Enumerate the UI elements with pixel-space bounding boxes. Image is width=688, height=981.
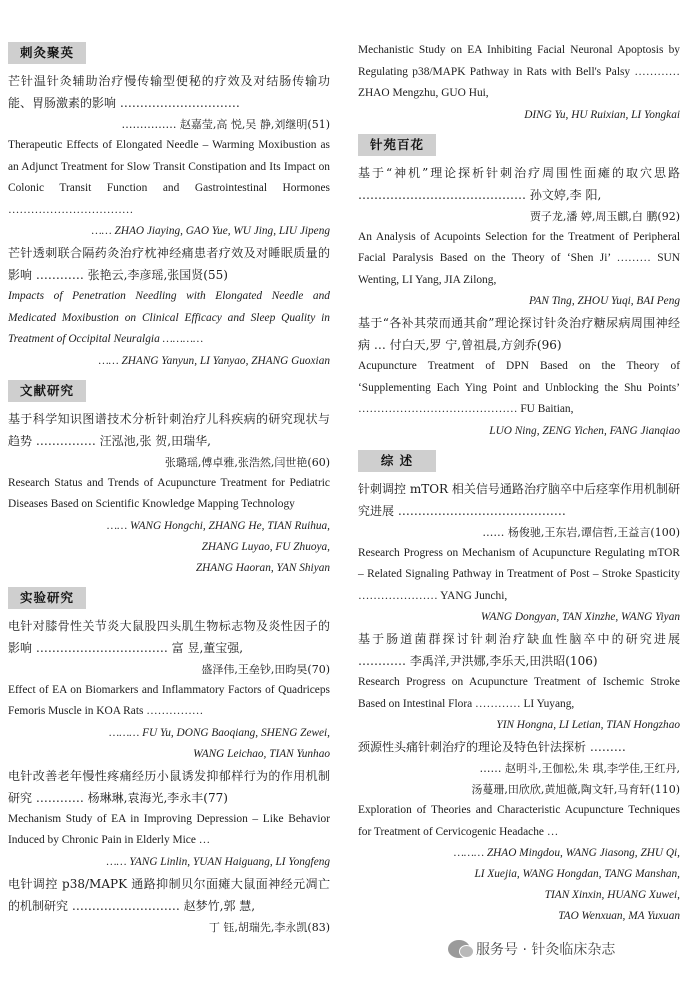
- right-column: [358, 40, 680, 927]
- article-entry[interactable]: [8, 408, 330, 579]
- article-entry[interactable]: [358, 40, 680, 126]
- article-title-en[interactable]: Research Status and Trends of Acupuncture Treatment for Pediatric Diseases Based on Scientific Knowledge Mapping Technology: [8, 476, 330, 510]
- article-authors-cn: 丁 钰,胡瑞先,李永凯(83): [208, 920, 330, 934]
- article-title-cn[interactable]: 颈源性头痛针刺治疗的理论及特色针法探析 ………: [358, 740, 626, 754]
- article-title-en[interactable]: Acupuncture Treatment of DPN Based on the Theory of ‘Supplementing Each Ying Point and Unblocking the Shu Points’ …………………………………… FU Baitian,: [358, 360, 680, 415]
- article-title-en[interactable]: Mechanism Study of EA in Improving Depression – Like Behavior Induced by Chronic Pain in Elderly Mice …: [8, 812, 330, 846]
- article-title-cn[interactable]: 基于科学知识图谱技术分析针刺治疗儿科疾病的研究现状与趋势 …………… 汪泓池,张 贺,田瑞华,: [8, 411, 330, 448]
- wechat-icon: [448, 940, 470, 958]
- article-authors-en: …… WANG Hongchi, ZHANG He, TIAN Ruihua,: [107, 519, 330, 532]
- article-entry[interactable]: [358, 312, 680, 442]
- article-title-en[interactable]: Research Progress on Mechanism of Acupuncture Regulating mTOR – Related Signaling Pathway in Treatment of Post – Stroke Spasticity ………………… YANG Junchi,: [358, 546, 680, 602]
- article-title-en[interactable]: Effect of EA on Biomarkers and Inflammatory Factors of Quadriceps Femoris Muscle in KOA Rats ……………: [8, 683, 330, 717]
- article-authors-en: DING Yu, HU Ruixian, LI Yongkai: [524, 108, 680, 121]
- article-entry[interactable]: [8, 615, 330, 765]
- left-column: [8, 34, 330, 938]
- article-authors-cn: …… 赵明斗,王伽松,朱 琪,李学佳,王红丹,: [479, 762, 680, 775]
- article-authors-cn: 贾子龙,潘 婷,周玉麒,白 鹏(92): [529, 209, 680, 223]
- article-entry[interactable]: [358, 736, 680, 927]
- article-authors-en: ZHANG Haoran, YAN Shiyan: [195, 561, 330, 574]
- article-authors-en: …… YANG Linlin, YUAN Haiguang, LI Yongfeng: [106, 855, 330, 868]
- article-title-en[interactable]: Impacts of Penetration Needling with Elongated Needle and Medicated Moxibustion on Clinical Efficacy and Sleep Quality in Treatment of Occipital Neuralgia …………: [8, 290, 330, 345]
- article-authors-en: LI Xuejia, WANG Hongdan, TANG Manshan,: [474, 868, 680, 880]
- article-authors-en: WANG Leichao, TIAN Yunhao: [193, 747, 330, 760]
- watermark-text: 服务号 · 针灸临床杂志: [476, 942, 616, 958]
- article-authors-cn: …………… 赵嘉莹,高 悦,吴 静,刘继明(51): [121, 118, 330, 131]
- article-title-cn[interactable]: 基于“神机”理论探析针刺治疗周围性面瘫的取穴思路 …………………………………… 孙文婷,李 阳,: [358, 165, 680, 202]
- article-title-cn[interactable]: 基于“各补其荥而通其俞”理论探讨针灸治疗糖尿病周围神经病 … 付白天,罗 宁,曾祖晨,方剑乔(96): [358, 316, 680, 352]
- article-entry[interactable]: [358, 162, 680, 313]
- article-title-cn[interactable]: 芒针温针灸辅助治疗慢传输型便秘的疗效及对结肠传输功能、胃肠激素的影响 …………………………: [8, 74, 330, 110]
- article-title-en[interactable]: Research Progress on Acupuncture Treatment of Ischemic Stroke Based on Intestinal Flora ………… LI Yuyang,: [358, 676, 680, 710]
- article-title-cn[interactable]: 基于肠道菌群探讨针刺治疗缺血性脑卒中的研究进展 ………… 李禹洋,尹洪娜,李乐天,田洪昭(106): [358, 632, 680, 668]
- section-title-literature: 文献研究: [8, 380, 86, 402]
- article-title-en[interactable]: An Analysis of Acupoints Selection for the Treatment of Peripheral Facial Paralysis Based on the Theory of ‘Shen Ji’ ……… SUN Wenting, LI Yang, JIA Zilong,: [358, 230, 680, 286]
- article-title-en[interactable]: Therapeutic Effects of Elongated Needle – Warming Moxibustion as an Adjunct Treatment for Slow Transit Constipation and Its Impact on Colonic Transit Function and Gastrointestinal Hormones ……………………………: [8, 139, 330, 216]
- article-title-cn[interactable]: 针刺调控 mTOR 相关信号通路治疗脑卒中后痉挛作用机制研究进展 ……………………………………: [358, 481, 680, 518]
- article-title-en[interactable]: Exploration of Theories and Characteristic Acupuncture Techniques for Treatment of Cervicogenic Headache …: [358, 804, 680, 838]
- article-authors-en: WANG Dongyan, TAN Xinzhe, WANG Yiyan: [480, 611, 680, 623]
- article-title-cn[interactable]: 芒针透刺联合隔药灸治疗枕神经痛患者疗效及对睡眠质量的影响 ………… 张艳云,李彦瑶,张国贤(55): [8, 246, 330, 282]
- watermark: [448, 936, 684, 962]
- article-authors-en: TIAN Xinxin, HUANG Xuwei,: [544, 889, 680, 901]
- article-authors-cn: 张璐瑶,傅卓雅,张浩然,闫世艳(60): [164, 455, 330, 469]
- section-title-feature: 刺灸聚英: [8, 42, 86, 64]
- section-title-experimental: 实验研究: [8, 587, 86, 609]
- article-authors-en: ……… ZHAO Mingdou, WANG Jiasong, ZHU Qi,: [453, 847, 680, 859]
- article-title-cn[interactable]: 电针对膝骨性关节炎大鼠股四头肌生物标志物及炎性因子的影响 …………………………… 富 昱,董宝强,: [8, 618, 330, 655]
- article-authors-en: LUO Ning, ZENG Yichen, FANG Jianqiao: [489, 424, 680, 437]
- article-authors-en: YIN Hongna, LI Letian, TIAN Hongzhao: [496, 719, 680, 731]
- article-authors-en: …… ZHANG Yanyun, LI Yanyao, ZHANG Guoxian: [98, 354, 330, 367]
- article-authors-en: TAO Wenxuan, MA Yuxuan: [558, 910, 680, 922]
- section-title-clinical-notes: 针苑百花: [358, 134, 436, 156]
- article-authors-en: PAN Ting, ZHOU Yuqi, BAI Peng: [529, 295, 680, 307]
- section-title-review: 综 述: [358, 450, 436, 472]
- article-entry[interactable]: [8, 765, 330, 873]
- article-authors-cn: …… 杨俊驰,王东岩,谭信哲,王益言(100): [482, 525, 680, 539]
- article-entry[interactable]: [358, 478, 680, 629]
- article-entry[interactable]: [8, 70, 330, 242]
- article-authors-cn: 盛泽伟,王垒钞,田昀昊(70): [201, 662, 330, 676]
- article-authors-en: ……… FU Yu, DONG Baoqiang, SHENG Zewei,: [109, 726, 330, 739]
- article-entry[interactable]: [8, 242, 330, 372]
- article-authors-en: …… ZHAO Jiaying, GAO Yue, WU Jing, LIU Jipeng: [91, 225, 330, 237]
- article-entry[interactable]: [8, 873, 330, 938]
- article-title-en[interactable]: Mechanistic Study on EA Inhibiting Facial Neuronal Apoptosis by Regulating p38/MAPK Pathway in Rats with Bell's Palsy ………… ZHAO Mengzhu, GUO Hui,: [358, 44, 680, 99]
- article-entry[interactable]: [358, 628, 680, 736]
- article-title-cn[interactable]: 电针调控 p38/MAPK 通路抑制贝尔面瘫大鼠面神经元凋亡的机制研究 ……………………… 赵梦竹,郭 慧,: [8, 876, 330, 913]
- article-authors-cn: 汤蔓珊,田欣欣,黄旭薇,陶文轩,马育轩(110): [471, 783, 680, 796]
- article-title-cn[interactable]: 电针改善老年慢性疼痛经历小鼠诱发抑郁样行为的作用机制研究 ………… 杨琳琳,袁海光,李永丰(77): [8, 768, 330, 805]
- article-authors-en: ZHANG Luyao, FU Zhuoya,: [201, 540, 330, 553]
